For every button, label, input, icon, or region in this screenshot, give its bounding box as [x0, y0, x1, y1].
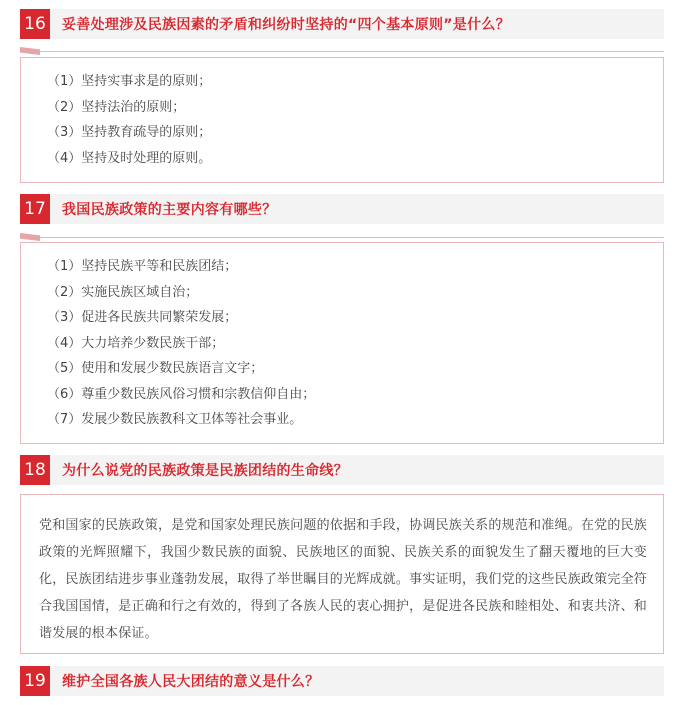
- answer-box-18: [20, 494, 664, 654]
- question-header-16: [20, 9, 664, 39]
- list-item: （1）坚持民族平等和民族团结；: [47, 259, 238, 274]
- flag-icon: [20, 47, 40, 55]
- answer-paragraph: 党和国家的民族政策，是党和国家处理民族问题的依据和手段，协调民族关系的规范和准绳。在党的民族政策的光辉照耀下，我国少数民族的面貌、民族地区的面貌、民族关系的面貌发生了翻天覆地的巨大变化，民族团结进步事业蓬勃发展，取得了举世瞩目的光辉成就。事实证明，我们党的这些民族政策完全符合我国国情，是正确和行之有效的，得到了各族人民的衷心拥护，是促进各民族和睦相处、和衷共济、和谐发展的根本保证。: [39, 518, 647, 641]
- question-title: 妥善处理涉及民族因素的矛盾和纠纷时坚持的“四个基本原则”是什么？: [62, 17, 511, 33]
- list-item: （2）实施民族区域自治；: [47, 284, 199, 300]
- list-item: （4）坚持及时处理的原则。: [47, 150, 212, 166]
- flag-icon: [20, 233, 40, 241]
- answer-box-17: [20, 242, 664, 444]
- question-header-17: [20, 194, 664, 224]
- section-divider: [20, 233, 664, 241]
- question-number-badge: 17: [20, 194, 50, 224]
- question-title: 为什么说党的民族政策是民族团结的生命线？: [62, 463, 348, 479]
- question-title: 维护全国各族人民大团结的意义是什么？: [62, 674, 320, 690]
- list-item: （4）大力培养少数民族干部；: [47, 335, 225, 351]
- question-header-19: [20, 666, 664, 696]
- list-item: （1）坚持实事求是的原则；: [47, 74, 212, 89]
- answer-list: [21, 254, 663, 433]
- list-item: （3）促进各民族共同繁荣发展；: [47, 310, 238, 325]
- question-header-18: [20, 455, 664, 485]
- list-item: （2）坚持法治的原则；: [47, 99, 186, 115]
- list-item: （6）尊重少数民族风俗习惯和宗教信仰自由；: [47, 386, 316, 402]
- list-item: （7）发展少数民族教科文卫体等社会事业。: [47, 412, 303, 427]
- list-item: （5）使用和发展少数民族语言文字；: [47, 361, 264, 376]
- section-divider: [20, 47, 664, 55]
- question-title: 我国民族政策的主要内容有哪些？: [62, 202, 277, 218]
- question-number-badge: 16: [20, 9, 50, 39]
- answer-box-16: [20, 57, 664, 183]
- question-number-badge: 19: [20, 666, 50, 696]
- list-item: （3）坚持教育疏导的原则；: [47, 125, 212, 140]
- answer-list: [21, 69, 663, 171]
- question-number-badge: 18: [20, 455, 50, 485]
